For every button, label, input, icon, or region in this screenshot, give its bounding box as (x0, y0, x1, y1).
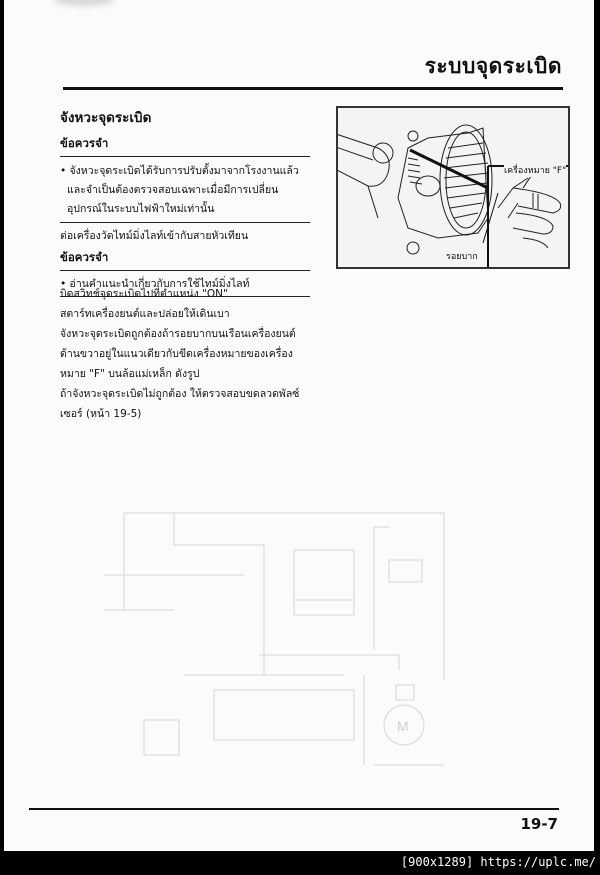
procedure-line: หมาย "F" บนล้อแม่เหล็ก ดังรูป (60, 368, 200, 380)
step-connect-timing-light: ต่อเครื่องวัดไทม์มิ่งไลท์เข้ากับสายหัวเทียน (60, 230, 249, 242)
note-label: ข้อควรจำ (60, 249, 310, 271)
note-body (60, 162, 310, 223)
procedure-line: สตาร์ทเครื่องยนต์และปล่อยให้เดินเบา (60, 308, 230, 320)
procedure-line: เซอร์ (หน้า 19-5) (60, 408, 142, 420)
section-heading: จังหวะจุดระเบิด (60, 110, 152, 126)
svg-text:M: M (397, 718, 409, 734)
chapter-title: ระบบจุดระเบิด (424, 54, 562, 78)
mark-f-label: เครื่องหมาย "F" (504, 163, 566, 177)
wiring-diagram-icon (44, 455, 564, 795)
watermark-text: [900x1289] https://uplc.me/ (400, 855, 596, 869)
procedure-line: ด้านขวาอยู่ในแนวเดียวกับขีดเครื่องหมายของเครื่อง (60, 348, 293, 360)
header-rule (63, 87, 563, 90)
timing-mark-illustration (336, 106, 570, 269)
footer-rule (29, 808, 559, 810)
procedure-line: บิดสวิทช์จุดระเบิดไปที่ตำแหน่ง "ON" (60, 288, 228, 300)
note-line: และจำเป็นต้องตรวจสอบเฉพาะเมื่อมีการเปลี่ยน (67, 184, 279, 196)
note-line: • อ่านคำแนะนำเกี่ยวกับการใช้ไทม์มิ่งไลท์ (60, 278, 250, 290)
note-label: ข้อควรจำ (60, 135, 310, 157)
note-line: • จังหวะจุดระเบิดได้รับการปรับตั้งมาจากโรงงานแล้ว (60, 165, 299, 177)
scan-shadow (54, 0, 114, 6)
notch-label: รอยบาก (446, 252, 478, 262)
manual-page (4, 0, 594, 851)
procedure-line: จังหวะจุดระเบิดถูกต้องถ้ารอยบากบนเรือนเครื่องยนต์ (60, 328, 296, 340)
page-number: 19-7 (520, 815, 558, 833)
note-line: อุปกรณ์ในระบบไฟฟ้าใหม่เท่านั้น (67, 203, 215, 215)
timing-section (60, 106, 310, 302)
bleed-through-wiring-diagram (44, 455, 564, 799)
procedure-line: ถ้าจังหวะจุดระเบิดไม่ถูกต้อง ให้ตรวจสอบขดลวดพัลซ์ (60, 388, 300, 400)
procedure-text (60, 284, 320, 424)
engine-illustration-icon (338, 108, 568, 267)
